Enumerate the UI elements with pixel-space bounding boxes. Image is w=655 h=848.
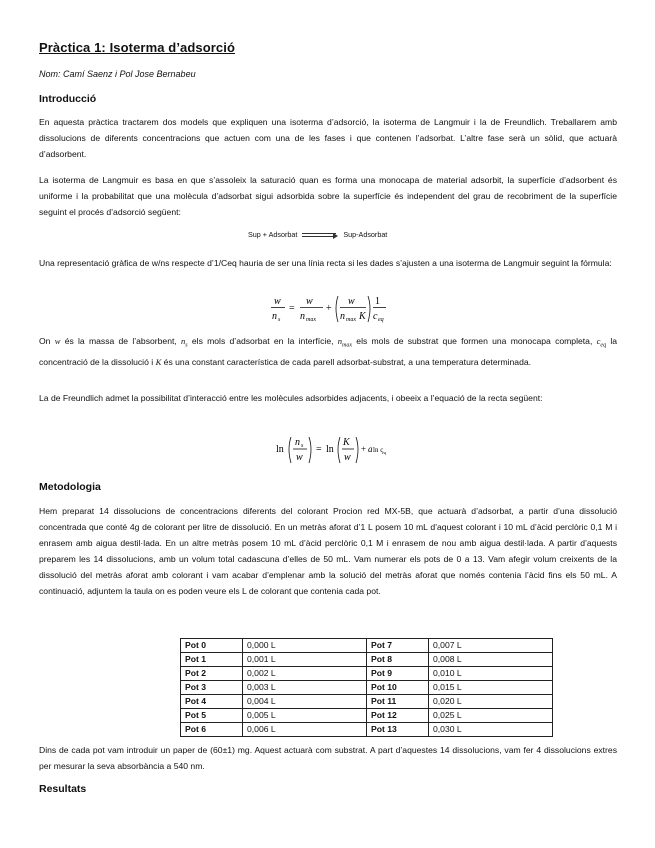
pot-label-cell: Pot 12	[367, 709, 429, 723]
pot-volume-cell: 0,030 L	[429, 723, 553, 737]
eq-f-c-sub: eq	[382, 450, 386, 455]
eq-f-ns: n	[295, 437, 300, 448]
intro-paragraph-4: On w és la massa de l’absorbent, $n_s$ els mols d’adsorbat en la interfície, $n_{max}$ els mols de substrat que formen una monocapa completa, $c_{eq}$ la concentració de la dissolució i K és una constant característica de cada parell adsorbat-substrat, a una temperatura determinada.	[39, 336, 618, 367]
eq-f-eq: =	[316, 444, 322, 455]
pot-volume-cell: 0,007 L	[429, 639, 553, 653]
eq-f-ln: ln	[276, 444, 284, 455]
pot-volume-cell: 0,004 L	[243, 695, 367, 709]
reaction-reactants: Sup + Adsorbat	[248, 230, 298, 239]
pot-volume-cell: 0,008 L	[429, 653, 553, 667]
eq-f-ln2: ln	[326, 444, 334, 455]
eq-l-nmax2-sub: max	[346, 317, 356, 323]
eq-f-ns-sub: s	[301, 443, 304, 449]
table-row	[181, 667, 553, 681]
pot-label-cell: Pot 11	[367, 695, 429, 709]
eq-l-w2: w	[306, 296, 313, 307]
eq-l-c: c	[373, 311, 378, 322]
pot-volume-cell: 0,025 L	[429, 709, 553, 723]
pot-volume-cell: 0,015 L	[429, 681, 553, 695]
pots-table	[180, 638, 553, 737]
eq-l-c-sub: eq	[378, 317, 384, 323]
pot-volume-cell: 0,000 L	[243, 639, 367, 653]
eq-l-nmax-sub: max	[306, 317, 316, 323]
table-row	[181, 723, 553, 737]
equilibrium-arrow-icon	[302, 232, 338, 238]
eq-l-plus: +	[326, 303, 332, 314]
pot-volume-cell: 0,006 L	[243, 723, 367, 737]
eq-l-w: w	[274, 296, 281, 307]
pot-volume-cell: 0,003 L	[243, 681, 367, 695]
method-paragraph-2: Dins de cada pot vam introduir un paper de (60±1) mg. Aquest actuarà com substrat. A part d’aquestes 14 dissolucions, vam fer 4 dissolucions extres per mesurar la seva absorbància a 540 nm.	[39, 745, 617, 771]
intro-paragraph-2: La isoterma de Langmuir es basa en que s’assoleix la saturació quan es forma una monocapa de material adsorbit, la superfície d’adsorbent és uniforme i la probabilitat que una molècula d’adsorbat sigui adsorbida sobre la superfície és independent del grau de recobriment de la superfície seguint el procés d’adsorció següent:	[39, 175, 617, 217]
eq-l-w3: w	[348, 296, 355, 307]
table-row	[181, 709, 553, 723]
table-row	[181, 653, 553, 667]
freundlich-equation	[276, 432, 386, 466]
pot-volume-cell: 0,010 L	[429, 667, 553, 681]
pot-volume-cell: 0,001 L	[243, 653, 367, 667]
eq-f-w: w	[296, 452, 303, 463]
pot-label-cell: Pot 0	[181, 639, 243, 653]
eq-f-plus: +	[361, 444, 367, 454]
pot-label-cell: Pot 7	[367, 639, 429, 653]
eq-f-K: K	[343, 437, 350, 448]
pot-label-cell: Pot 4	[181, 695, 243, 709]
intro-heading: Introducció	[39, 93, 97, 105]
eq-l-one: 1	[375, 296, 380, 307]
results-heading: Resultats	[39, 783, 87, 795]
pot-volume-cell: 0,005 L	[243, 709, 367, 723]
document-title: Pràctica 1: Isoterma d’adsorció	[39, 40, 236, 55]
pot-label-cell: Pot 2	[181, 667, 243, 681]
intro-paragraph-3: Una representació gràfica de w/ns respecte d’1/Ceq hauria de ser una línia recta si les dades s’ajusten a una isoterma de Langmuir seguint la fórmula:	[39, 258, 612, 268]
authors-line: Nom: Camí Saenz i Pol Jose Bernabeu	[39, 69, 196, 79]
pot-label-cell: Pot 13	[367, 723, 429, 737]
pot-label-cell: Pot 1	[181, 653, 243, 667]
eq-l-K: K	[359, 311, 366, 322]
eq-f-w2: w	[344, 452, 351, 463]
pot-label-cell: Pot 6	[181, 723, 243, 737]
pot-label-cell: Pot 9	[367, 667, 429, 681]
eq-f-a: a	[368, 444, 373, 454]
pot-label-cell: Pot 3	[181, 681, 243, 695]
intro-paragraph-1: En aquesta pràctica tractarem dos models que expliquen una isoterma d’adsorció, la isoterma de Langmuir i la de Freundlich. Treballarem amb dissolucions de diferents concentracions que actuen com una de les fases i que contenen l’adsorbat. L’altre fase serà un sòlid, que actuarà d’adsorbent.	[39, 117, 617, 159]
pot-volume-cell: 0,020 L	[429, 695, 553, 709]
pot-label-cell: Pot 10	[367, 681, 429, 695]
adsorption-reaction	[248, 230, 387, 239]
eq-l-nmax: n	[300, 311, 305, 322]
eq-l-eq: =	[289, 303, 295, 314]
pot-label-cell: Pot 5	[181, 709, 243, 723]
method-paragraph-1: Hem preparat 14 dissolucions de concentracions diferents del colorant Procion red MX-5B, que actuarà d’adsorbat, a partir d’una dissolució concentrada que conté 4g de colorant per litre de dissolució. En un metràs aforat d’1 L posem 10 mL d’aquest colorant i 10 mL d’àcid perclòric 0,1 M i enrasem amb aigua destil·lada. En un altre metràs posem 10 mL d’àcid perclòric 0,1 M i enrasem de nou amb aigua destil·lada. A partir d’aquests preparem les 14 dissolucions, amb un volum total cadascuna d’elles de 50 mL. Vam numerar els pots de 0 a 13. Vam afegir volum creixents de la dissolució del metràs aforat amb colorant i vam acabar d’emplenar amb la solució del metràs aforat que només contenia l’àcid fins els 50 mL. A continuació, adjuntem la taula on es poden veure els L de colorant que contenia cada pot.	[39, 506, 617, 596]
eq-l-nmax2: n	[340, 311, 345, 322]
pot-label-cell: Pot 8	[367, 653, 429, 667]
eq-l-ns: n	[272, 311, 277, 322]
table-row	[181, 681, 553, 695]
pot-volume-cell: 0,002 L	[243, 667, 367, 681]
method-heading: Metodologia	[39, 481, 101, 493]
eq-l-ns-sub: s	[278, 317, 281, 323]
intro-paragraph-5: La de Freundlich admet la possibilitat d’interacció entre les molècules adsorbides adjacents, i obeeix a l’equació de la recta següent:	[39, 393, 543, 403]
table-row	[181, 695, 553, 709]
reaction-product: Sup-Adsorbat	[343, 230, 388, 239]
eq-f-lnc: ln c	[373, 446, 384, 454]
table-row	[181, 639, 553, 653]
langmuir-equation	[268, 292, 388, 326]
